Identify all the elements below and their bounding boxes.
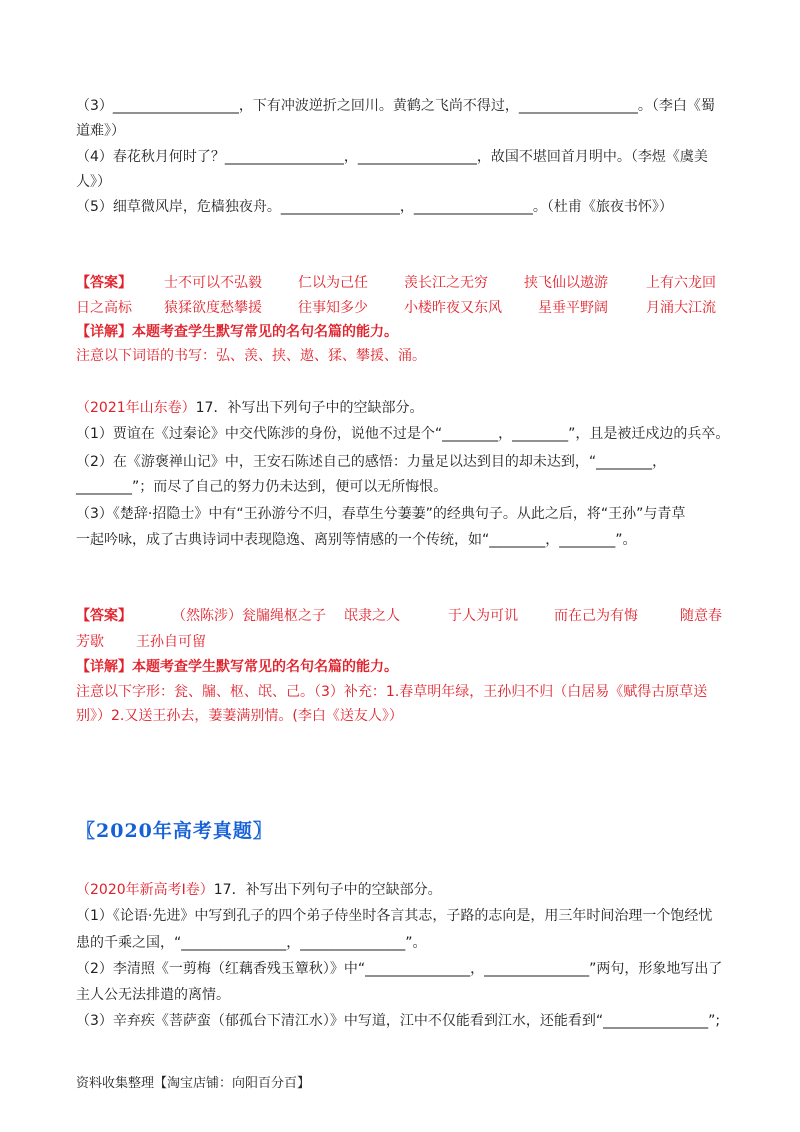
question-line: （1）《论语·先进》中写到孔子的四个弟子侍坐时各言其志，子路的志向是，用三年时间治理一个饱经忧 (76, 908, 713, 924)
answer-item: 随意春 (680, 608, 722, 624)
question-line: 道难》） (76, 123, 125, 139)
question-line: （2）李清照《一剪梅（红藕香残玉簟秋）》中“_______________，_______________”两句，形象地写出了 (76, 961, 723, 977)
detail-text: 【详解】本题考查学生默写常见的名句名篇的能力。 (76, 659, 398, 675)
answer-item: 羡长江之无穷 (404, 275, 488, 291)
answer-item: 而在己为有悔 (554, 608, 638, 624)
detail-line (76, 657, 736, 677)
answer-row (76, 606, 736, 626)
answer-item: 月涌大江流 (646, 300, 716, 316)
question-heading: 17．补写出下列句子中的空缺部分。 (213, 882, 442, 898)
answer-row (76, 273, 736, 293)
page-footer: 资料收集整理【淘宝店铺：向阳百分百】 (76, 1076, 311, 1091)
detail-line (76, 322, 736, 342)
note-line: 注意以下词语的书写：弘、羡、挟、遨、猱、攀援、涌。 (76, 348, 426, 364)
answer-item: （然陈涉）瓮牖绳枢之子 (172, 608, 326, 624)
question-line: ________”；而尽了自己的努力仍未达到，便可以无所悔恨。 (76, 479, 448, 495)
question-line: 主人公无法排遣的离情。 (76, 987, 230, 1003)
question-line: （3）辛弃疾《菩萨蛮（郁孤台下清江水）》中写道，江中不仅能看到江水，还能看到“_______________”; (76, 1013, 721, 1029)
question-line: （1）贾谊在《过秦论》中交代陈涉的身份，说他不过是个“________，________”，且是被迁戍边的兵卒。 (76, 426, 730, 442)
question-line: （4）春花秋月何时了？_________________，_________________，故国不堪回首月明中。（李煜《虞美 (76, 149, 708, 165)
answer-item: 士不可以不弘毅 (164, 275, 262, 291)
answer-item: 挟飞仙以遨游 (524, 275, 608, 291)
answer-item: 日之高标 (76, 300, 132, 316)
answer-item: 星垂平野阔 (538, 300, 608, 316)
answer-item: 氓隶之人 (344, 608, 400, 624)
note-line: 注意以下字形：瓮、牖、枢、氓、己。（3）补充：1.春草明年绿，王孙归不归（白居易《赋得古原草送 (76, 684, 708, 700)
answer-item: 王孙自可留 (136, 634, 206, 650)
question-line: （3）__________________，下有冲波逆折之回川。黄鹤之飞尚不得过，_________________。（李白《蜀 (76, 98, 715, 114)
answer-item: 往事知多少 (298, 300, 368, 316)
answer-item: 上有六龙回 (646, 275, 716, 291)
question-head (76, 398, 736, 418)
question-heading: 17．补写出下列句子中的空缺部分。 (195, 400, 424, 416)
answer-item: 芳歇 (76, 634, 104, 650)
answer-item: 仁以为己任 (298, 275, 368, 291)
question-line: （3）《楚辞·招隐士》中有“王孙游兮不归，春草生兮萋萋”的经典句子。从此之后，将“王孙”与青草 (76, 506, 686, 522)
exam-tag: （2021年山东卷） (76, 400, 196, 416)
detail-text: 【详解】本题考查学生默写常见的名句名篇的能力。 (76, 324, 398, 340)
answer-row (76, 298, 736, 318)
question-line: 人》） (76, 174, 111, 190)
answer-row (76, 632, 736, 652)
answer-item: 于人为可讥 (448, 608, 518, 624)
question-head (76, 880, 736, 900)
question-line: 患的千乘之国，“_______________，_______________”。 (76, 935, 427, 951)
answer-label: 【答案】 (76, 275, 132, 291)
exam-tag: （2020年新高考Ⅰ卷） (76, 882, 214, 898)
answer-label: 【答案】 (76, 608, 132, 624)
answer-item: 小楼昨夜又东风 (404, 300, 502, 316)
question-line: （5）细草微风岸，危樯独夜舟。_________________，_________________。（杜甫《旅夜书怀》） (76, 199, 673, 215)
answer-item: 猿猱欲度愁攀援 (164, 300, 262, 316)
section-title: 〖2020年高考真题〗 (76, 820, 273, 842)
question-line: （2）在《游褒禅山记》中，王安石陈述自己的感悟：力量足以达到目的却未达到，“________， (76, 454, 667, 470)
note-line: 别》）2.又送王孙去，萋萋满别情。(李白《送友人》） (76, 708, 403, 724)
question-line: 一起吟咏，成了古典诗词中表现隐逸、离别等情感的一个传统，如“________，________”。 (76, 532, 637, 548)
